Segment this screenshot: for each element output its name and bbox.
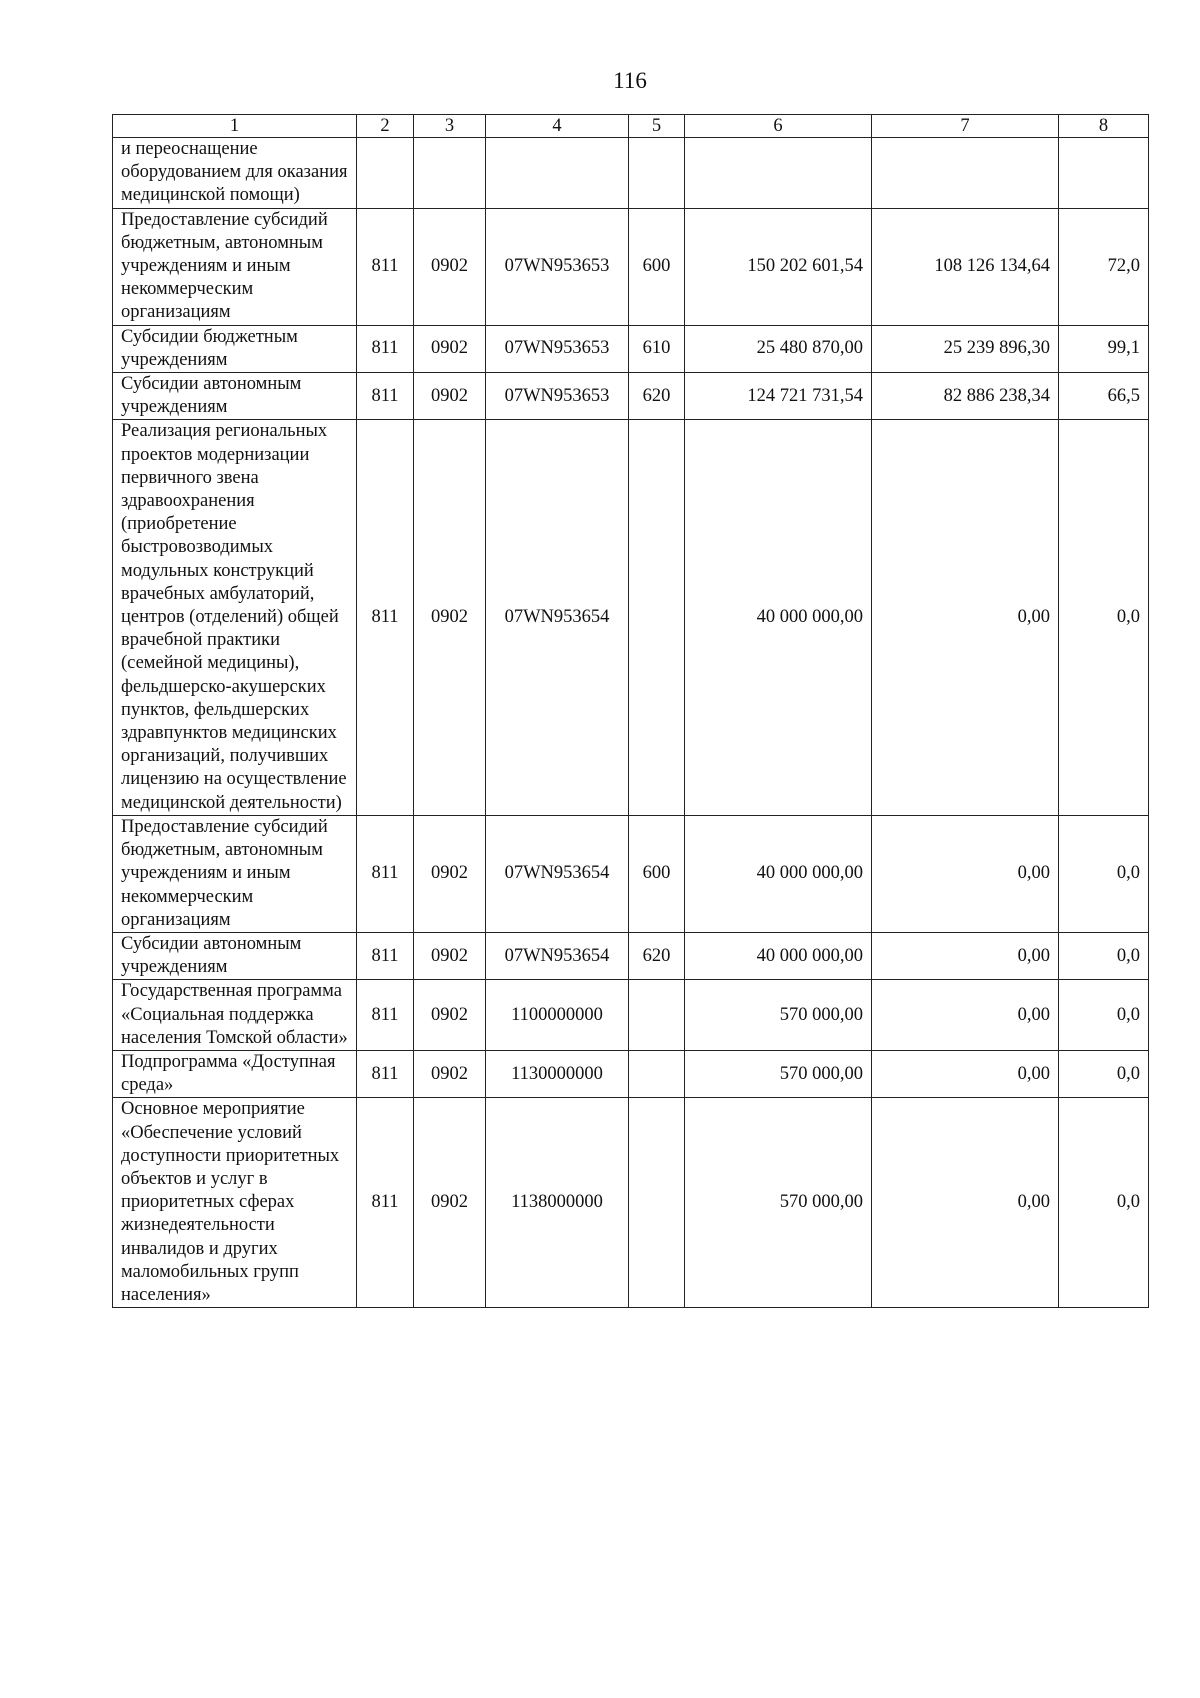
cell-section-code: 0902	[414, 1050, 486, 1097]
table-row	[113, 1050, 1149, 1097]
cell-expense-type: 600	[629, 815, 685, 932]
row-name: Подпрограмма «Доступная среда»	[113, 1050, 357, 1097]
row-name: Предоставление субсидий бюджетным, автономным учреждениям и иным некоммерческим организациям	[113, 815, 357, 932]
table-row	[113, 1098, 1149, 1308]
row-name: и переоснащение оборудованием для оказания медицинской помощи)	[113, 138, 357, 209]
cell-percent: 0,0	[1059, 815, 1149, 932]
row-name: Государственная программа «Социальная поддержка населения Томской области»	[113, 980, 357, 1051]
cell-target-code: 07WN953654	[486, 932, 629, 979]
header-col-1: 1	[113, 115, 357, 138]
cell-target-code: 1130000000	[486, 1050, 629, 1097]
cell-plan: 40 000 000,00	[685, 815, 872, 932]
cell-percent: 0,0	[1059, 1098, 1149, 1308]
cell-actual: 0,00	[872, 815, 1059, 932]
cell-target-code: 07WN953654	[486, 420, 629, 815]
cell-percent: 0,0	[1059, 932, 1149, 979]
cell-expense-type: 610	[629, 325, 685, 372]
cell-admin-code: 811	[357, 980, 414, 1051]
header-col-8: 8	[1059, 115, 1149, 138]
table-row	[113, 815, 1149, 932]
cell-section-code: 0902	[414, 980, 486, 1051]
header-col-3: 3	[414, 115, 486, 138]
cell-actual: 0,00	[872, 420, 1059, 815]
cell-percent: 0,0	[1059, 980, 1149, 1051]
cell-actual: 0,00	[872, 1098, 1059, 1308]
cell-target-code: 07WN953653	[486, 373, 629, 420]
cell-expense-type	[629, 980, 685, 1051]
cell-plan: 570 000,00	[685, 1098, 872, 1308]
cell-admin-code: 811	[357, 420, 414, 815]
header-col-6: 6	[685, 115, 872, 138]
cell-admin-code: 811	[357, 325, 414, 372]
cell-admin-code: 811	[357, 208, 414, 325]
cell-expense-type	[629, 1098, 685, 1308]
row-name: Предоставление субсидий бюджетным, автономным учреждениям и иным некоммерческим организациям	[113, 208, 357, 325]
cell-target-code: 1100000000	[486, 980, 629, 1051]
cell-admin-code	[357, 138, 414, 209]
cell-actual	[872, 138, 1059, 209]
cell-section-code: 0902	[414, 815, 486, 932]
cell-section-code: 0902	[414, 1098, 486, 1308]
header-col-4: 4	[486, 115, 629, 138]
cell-admin-code: 811	[357, 373, 414, 420]
table-row	[113, 420, 1149, 815]
cell-actual: 108 126 134,64	[872, 208, 1059, 325]
cell-plan: 40 000 000,00	[685, 932, 872, 979]
cell-percent: 99,1	[1059, 325, 1149, 372]
cell-percent: 72,0	[1059, 208, 1149, 325]
cell-admin-code: 811	[357, 815, 414, 932]
cell-section-code: 0902	[414, 420, 486, 815]
cell-plan: 40 000 000,00	[685, 420, 872, 815]
cell-section-code: 0902	[414, 932, 486, 979]
cell-target-code: 1138000000	[486, 1098, 629, 1308]
cell-plan: 570 000,00	[685, 980, 872, 1051]
page-number: 116	[613, 68, 647, 93]
header-col-5: 5	[629, 115, 685, 138]
cell-target-code: 07WN953654	[486, 815, 629, 932]
row-name: Реализация региональных проектов модернизации первичного звена здравоохранения (приобретение быстровозводимых модульных конструкций врачебных амбулаторий, центров (отделений) общей врачебной практики (семейной медицины), фельдшерско-акушерских пунктов, фельдшерских здравпунктов медицинских организаций, получивших лицензию на осуществление медицинской деятельности)	[113, 420, 357, 815]
cell-expense-type	[629, 1050, 685, 1097]
cell-actual: 25 239 896,30	[872, 325, 1059, 372]
cell-admin-code: 811	[357, 1098, 414, 1308]
cell-expense-type: 620	[629, 932, 685, 979]
cell-target-code	[486, 138, 629, 209]
header-col-7: 7	[872, 115, 1059, 138]
cell-admin-code: 811	[357, 932, 414, 979]
cell-percent: 0,0	[1059, 1050, 1149, 1097]
table-row	[113, 138, 1149, 209]
table-row	[113, 932, 1149, 979]
header-row	[113, 115, 1149, 138]
row-name: Субсидии автономным учреждениям	[113, 373, 357, 420]
row-name: Субсидии автономным учреждениям	[113, 932, 357, 979]
cell-admin-code: 811	[357, 1050, 414, 1097]
cell-plan: 150 202 601,54	[685, 208, 872, 325]
cell-section-code: 0902	[414, 325, 486, 372]
cell-section-code: 0902	[414, 208, 486, 325]
cell-percent: 66,5	[1059, 373, 1149, 420]
header-col-2: 2	[357, 115, 414, 138]
table-row	[113, 373, 1149, 420]
cell-expense-type	[629, 420, 685, 815]
cell-percent: 0,0	[1059, 420, 1149, 815]
cell-section-code: 0902	[414, 373, 486, 420]
cell-actual: 0,00	[872, 980, 1059, 1051]
cell-expense-type	[629, 138, 685, 209]
cell-plan: 570 000,00	[685, 1050, 872, 1097]
cell-section-code	[414, 138, 486, 209]
cell-plan: 124 721 731,54	[685, 373, 872, 420]
row-name: Субсидии бюджетным учреждениям	[113, 325, 357, 372]
cell-actual: 0,00	[872, 932, 1059, 979]
cell-target-code: 07WN953653	[486, 325, 629, 372]
cell-plan	[685, 138, 872, 209]
row-name: Основное мероприятие «Обеспечение условий доступности приоритетных объектов и услуг в приоритетных сферах жизнедеятельности инвалидов и других маломобильных групп населения»	[113, 1098, 357, 1308]
cell-plan: 25 480 870,00	[685, 325, 872, 372]
table-row	[113, 325, 1149, 372]
cell-percent	[1059, 138, 1149, 209]
cell-target-code: 07WN953653	[486, 208, 629, 325]
cell-expense-type: 620	[629, 373, 685, 420]
table-row	[113, 980, 1149, 1051]
table-row	[113, 208, 1149, 325]
cell-expense-type: 600	[629, 208, 685, 325]
budget-table	[112, 114, 1149, 1308]
cell-actual: 82 886 238,34	[872, 373, 1059, 420]
cell-actual: 0,00	[872, 1050, 1059, 1097]
